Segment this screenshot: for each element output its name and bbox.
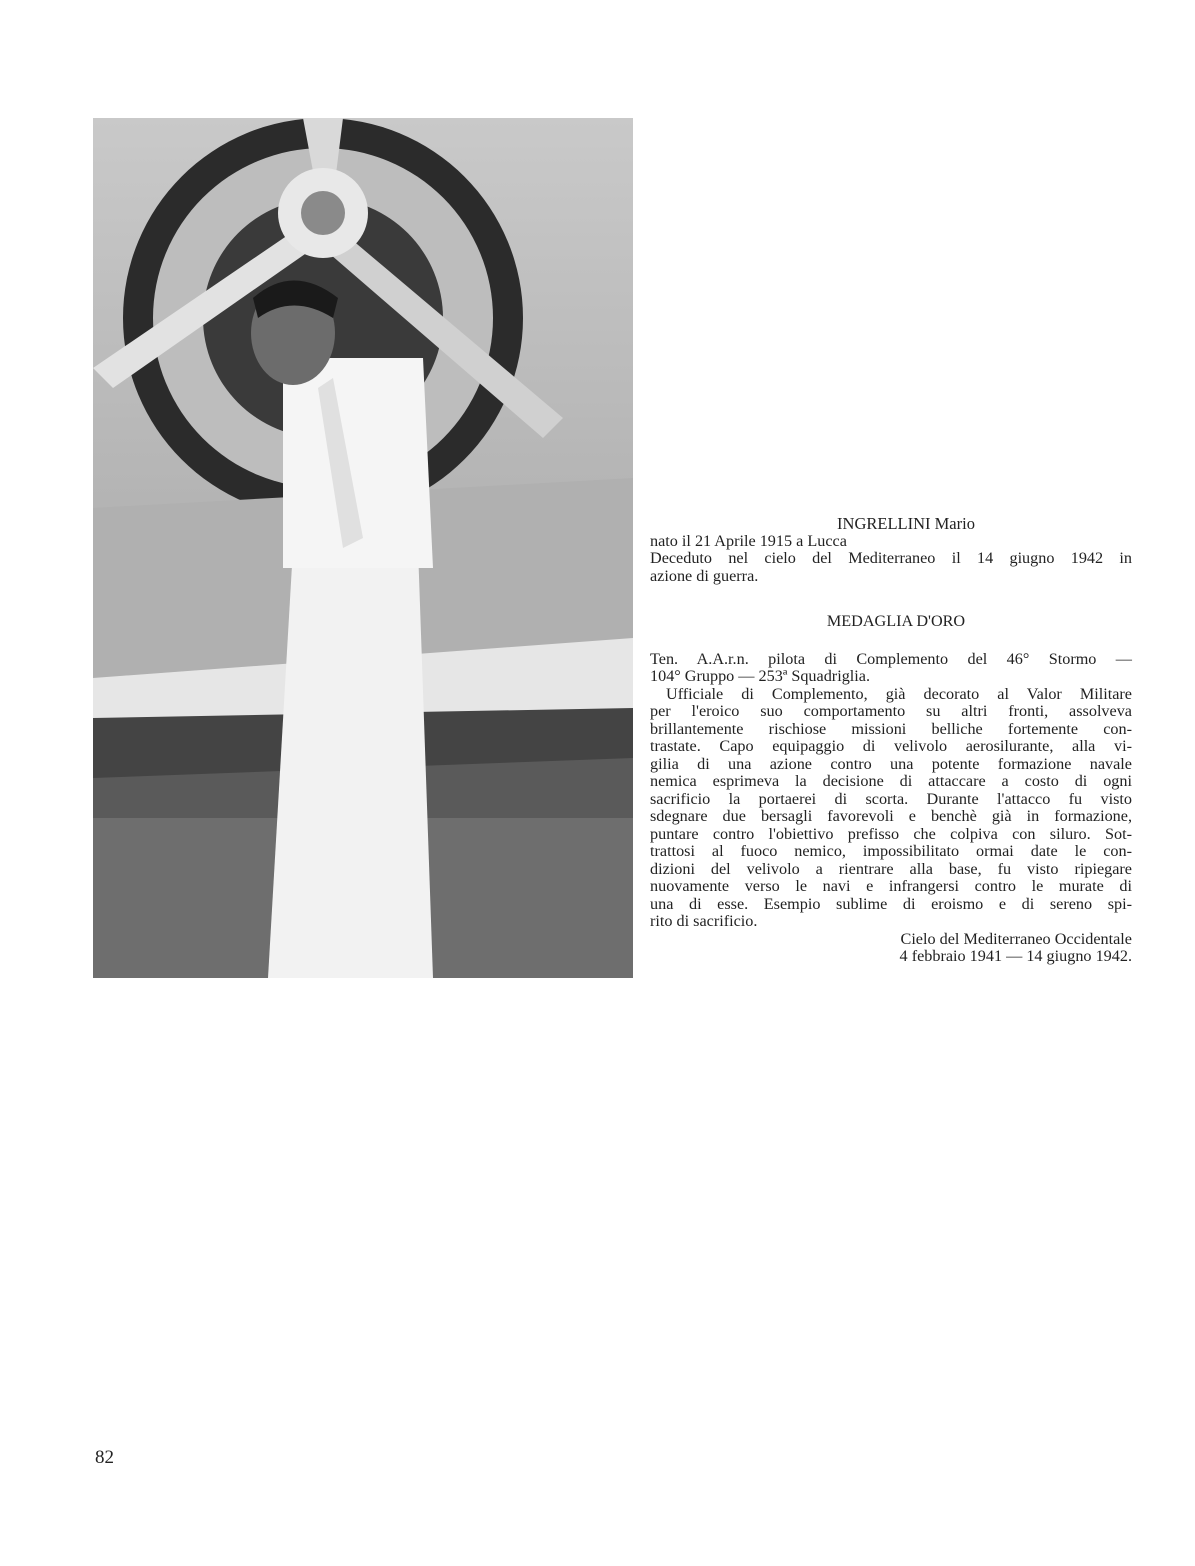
citation-line: dizioni del velivolo a rientrare alla base, fu visto ripiegare [650,859,1132,878]
citation-line: trastate. Capo equipaggio di velivolo aerosilurante, alla vi- [650,737,1132,755]
citation-line: nuovamente verso le navi e infrangersi contro le murate di [650,877,1132,895]
citation-line: sdegnare due bersagli favorevoli e benchè già in formazione, [650,807,1132,825]
citation-line: puntare contro l'obiettivo prefisso che colpiva con siluro. Sot- [650,824,1132,843]
page-number: 82 [95,1447,114,1468]
rank-line-1: Ten. A.A.r.n. pilota di Complemento del 46° Stormo — [650,649,1132,668]
citation-line: gilia di una azione contro una potente formazione navale [650,754,1132,773]
citation-line: rito di sacrificio. [650,912,758,930]
birth-line: nato il 21 Aprile 1915 a Lucca [650,531,847,550]
person-name: INGRELLINI Mario [837,514,975,533]
portrait-photo [93,118,633,978]
citation-line: nemica esprimeva la decisione di attaccare a costo di ogni [650,772,1132,790]
biography-text [650,515,1132,966]
citation-dates: 4 febbraio 1941 — 14 giugno 1942. [899,947,1132,965]
citation-line: per l'eroico suo comportamento su altri fronti, assolveva [650,702,1132,720]
death-line-1: Deceduto nel cielo del Mediterraneo il 14 giugno 1942 in [650,549,1132,567]
citation-place: Cielo del Mediterraneo Occidentale [900,929,1132,948]
citation-line: trattosi al fuoco nemico, impossibilitato ormai date le con- [650,842,1132,860]
citation-line: sacrificio la portaerei di scorta. Durante l'attacco fu visto [650,789,1132,808]
citation-line: brillantemente rischiose missioni belliche fortemente con- [650,719,1132,738]
rank-line-2: 104° Gruppo — 253ª Squadriglia. [650,667,871,685]
citation-line: una di esse. Esempio sublime di eroismo e di sereno spi- [650,894,1132,913]
citation-line: Ufficiale di Complemento, già decorato al Valor Militare [666,684,1132,703]
death-line-2: azione di guerra. [650,566,759,585]
medal-title: MEDAGLIA D'ORO [826,612,966,630]
